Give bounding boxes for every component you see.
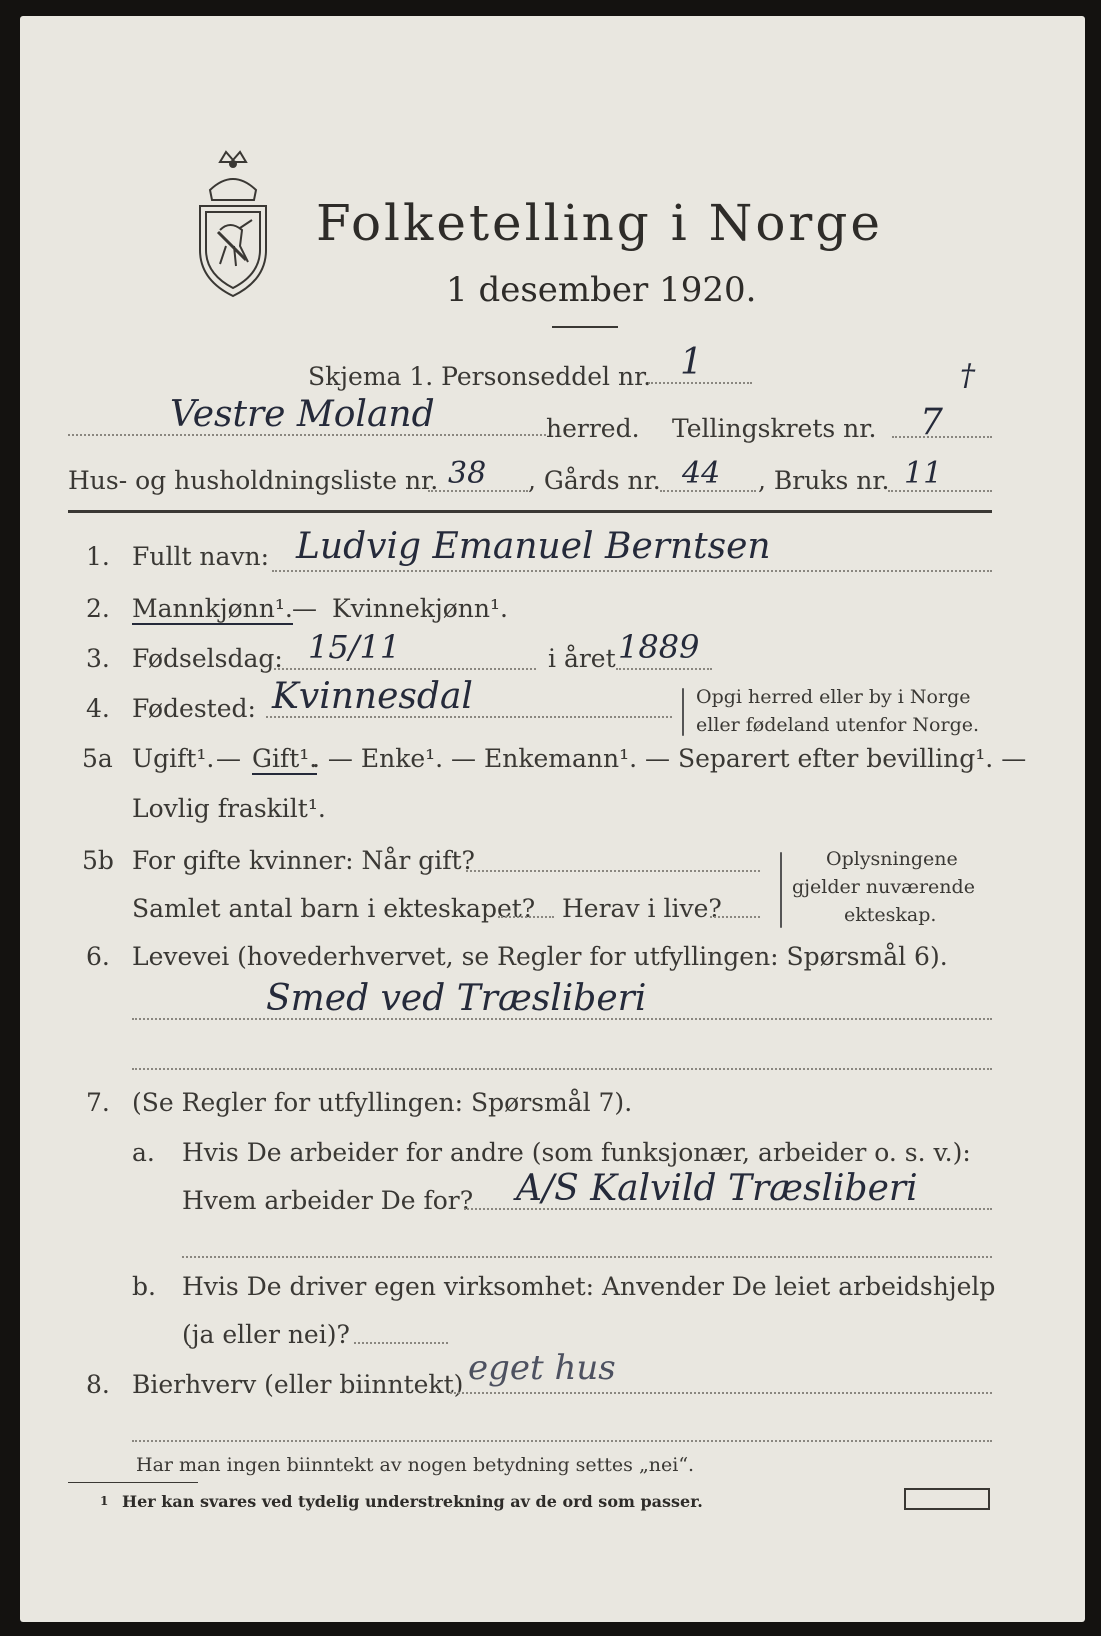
q1-number: 1.	[86, 542, 110, 571]
occupation-line-1	[132, 1018, 992, 1020]
corner-mark: †	[960, 358, 975, 393]
alive-line	[710, 916, 760, 918]
q5a-separator: —	[216, 744, 241, 773]
q4-brace	[682, 688, 684, 736]
q5b-note-line3: ekteskap.	[844, 904, 937, 926]
q1-label: Fullt navn:	[132, 542, 270, 571]
printer-stamp	[904, 1488, 990, 1510]
birthday-line	[274, 668, 536, 670]
census-date: 1 desember 1920.	[446, 270, 757, 310]
marital-other-options: . — Enke¹. — Enkemann¹. — Separert efter bevilling¹. —	[312, 744, 1027, 773]
full-name-value: Ludvig Emanuel Berntsen	[296, 526, 771, 567]
q5b-number: 5b	[82, 846, 114, 875]
bruks-value: 11	[904, 456, 943, 491]
employer-value: A/S Kalvild Træsliberi	[516, 1168, 918, 1209]
q7b-letter: b.	[132, 1272, 156, 1301]
header-rule	[68, 510, 992, 513]
side-income-line	[450, 1392, 992, 1394]
q7a-employer-label: Hvem arbeider De for?	[182, 1186, 474, 1215]
tellingskrets-label: Tellingskrets nr.	[672, 414, 877, 443]
q4-number: 4.	[86, 694, 110, 723]
q6-number: 6.	[86, 942, 110, 971]
sex-female-option: Kvinnekjønn¹.	[332, 594, 508, 623]
birthday-value: 15/11	[308, 628, 401, 666]
personseddel-number: 1	[680, 342, 703, 383]
q5b-note-line1: Oplysningene	[826, 848, 958, 870]
schema-label: Skjema 1. Personseddel nr.	[308, 362, 652, 391]
hus-label: Hus- og husholdningsliste nr.	[68, 466, 439, 495]
q7b-line1: Hvis De driver egen virksomhet: Anvender De leiet arbeidshjelp	[182, 1272, 996, 1301]
q5b-married-label: For gifte kvinner: Når gift?	[132, 846, 475, 875]
bruks-label: , Bruks nr.	[758, 466, 890, 495]
q2-number: 2.	[86, 594, 110, 623]
q5b-brace	[780, 852, 782, 928]
birth-year-value: 1889	[618, 628, 700, 666]
occupation-value: Smed ved Træsliberi	[266, 978, 647, 1019]
tellingskrets-value: 7	[920, 402, 943, 443]
census-form	[20, 16, 1085, 1622]
q5b-note-line2: gjelder nuværende	[792, 876, 975, 898]
q4-label: Fødested:	[132, 694, 256, 723]
coat-of-arms-icon	[190, 150, 276, 300]
year-label: i året	[548, 644, 616, 673]
form-title: Folketelling i Norge	[316, 194, 883, 252]
q7a-line1: Hvis De arbeider for andre (som funksjonær, arbeider o. s. v.):	[182, 1138, 971, 1167]
hus-value: 38	[448, 456, 487, 491]
q7a-letter: a.	[132, 1138, 155, 1167]
gards-label: , Gårds nr.	[528, 466, 661, 495]
side-income-value: eget hus	[468, 1348, 616, 1388]
q3-label: Fødselsdag:	[132, 644, 283, 673]
q8-label: Bierhverv (eller biinntekt)	[132, 1370, 464, 1399]
footnote-rule	[68, 1482, 198, 1483]
q7b-line2: (ja eller nei)?	[182, 1320, 350, 1349]
marital-gift-option: Gift¹.	[252, 744, 318, 773]
footnote-mark: 1	[100, 1494, 109, 1508]
q1-line	[272, 570, 992, 572]
q7-label: (Se Regler for utfyllingen: Spørsmål 7).	[132, 1088, 633, 1117]
married-when-line	[466, 870, 760, 872]
q5b-alive-label: Herav i live?	[562, 894, 722, 923]
year-line	[616, 668, 712, 670]
q4-note-line1: Opgi herred eller by i Norge	[696, 686, 971, 708]
herred-label: herred.	[546, 414, 640, 443]
children-line	[498, 916, 554, 918]
q7-number: 7.	[86, 1088, 110, 1117]
sex-male-option: Mannkjønn¹.	[132, 594, 293, 623]
q6-label: Levevei (hovederhvervet, se Regler for utfyllingen: Spørsmål 6).	[132, 942, 948, 971]
side-income-line-2	[132, 1440, 992, 1442]
employer-line-2	[182, 1256, 992, 1258]
nei-instruction: Har man ingen biinntekt av nogen betydning settes „nei“.	[136, 1454, 695, 1476]
q5a-number: 5a	[82, 744, 113, 773]
gards-value: 44	[682, 456, 721, 491]
birthplace-value: Kvinnesdal	[272, 676, 473, 717]
q8-number: 8.	[86, 1370, 110, 1399]
q4-note-line2: eller fødeland utenfor Norge.	[696, 714, 980, 736]
q3-number: 3.	[86, 644, 110, 673]
q7b-answer-line	[354, 1342, 448, 1344]
title-divider	[552, 326, 618, 328]
occupation-line-2	[132, 1068, 992, 1070]
footnote-text: Her kan svares ved tydelig understrekning av de ord som passer.	[122, 1492, 703, 1511]
q5b-children-label: Samlet antal barn i ekteskapet?	[132, 894, 536, 923]
marital-ugift-option: Ugift¹.	[132, 744, 215, 773]
q2-separator: —	[292, 594, 317, 623]
marital-fraskilt-option: Lovlig fraskilt¹.	[132, 794, 326, 823]
herred-value: Vestre Moland	[170, 394, 435, 435]
